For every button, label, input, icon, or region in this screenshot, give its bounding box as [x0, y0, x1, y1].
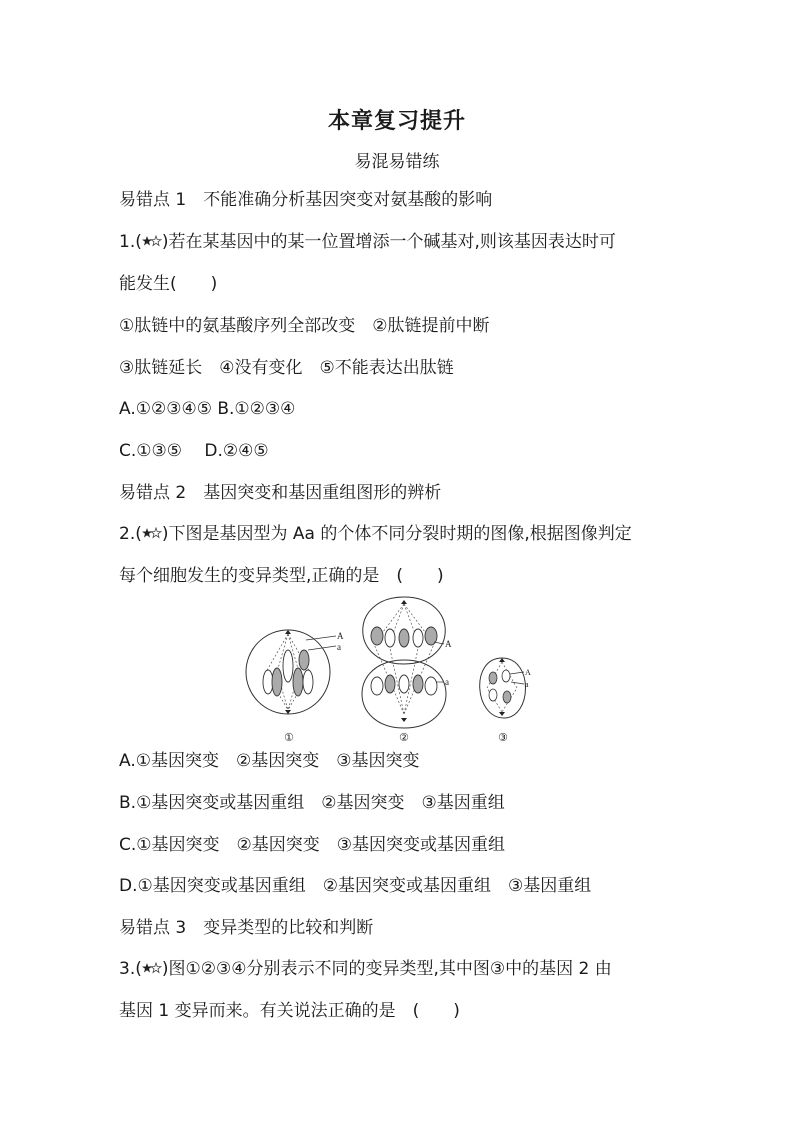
section-heading-2: 易错点 2 基因突变和基因重组图形的辨析	[119, 483, 442, 503]
question-3-text: )图①②③④分别表示不同的变异类型,其中图③中的基因 2 由	[161, 959, 612, 979]
question-2-choice-d: D.①基因突变或基因重组 ②基因突变或基因重组 ③基因重组	[119, 876, 592, 896]
question-1-text: )若在某基因中的某一位置增添一个碱基对,则该基因表达时可	[161, 232, 616, 252]
cell-3-label-A: A	[525, 668, 531, 677]
question-2-number: 2.(	[119, 524, 142, 544]
cell-3-label-a: a	[525, 680, 529, 689]
page-title: 本章复习提升	[327, 109, 466, 134]
question-3-number: 3.(	[119, 959, 142, 979]
cell-2-label-A: A	[445, 639, 452, 649]
question-2-line-1	[119, 523, 632, 545]
question-3-line-1	[119, 958, 612, 980]
difficulty-star-icon	[142, 234, 162, 248]
question-1-choices-cd: C.①③⑤ D.②④⑤	[119, 441, 269, 461]
cell-division-figure	[244, 594, 534, 746]
cell-3-number: ③	[498, 731, 508, 744]
question-1-choices-ab: A.①②③④⑤ B.①②③④	[119, 399, 296, 419]
question-2-text: )下图是基因型为 Aa 的个体不同分裂时期的图像,根据图像判定	[161, 524, 632, 544]
question-1-line-2: 能发生( )	[119, 274, 218, 294]
question-1-options-2: ③肽链延长 ④没有变化 ⑤不能表达出肽链	[119, 358, 454, 378]
section-heading-3: 易错点 3 变异类型的比较和判断	[119, 918, 374, 938]
question-1-line-1	[119, 231, 616, 253]
question-2-choice-a: A.①基因突变 ②基因突变 ③基因突变	[119, 751, 420, 771]
question-2-choice-c: C.①基因突变 ②基因突变 ③基因突变或基因重组	[119, 835, 505, 855]
cell-2-number: ②	[399, 731, 409, 744]
cell-2-label-a: a	[445, 677, 449, 687]
cell-1-label-a: a	[337, 642, 341, 652]
question-2-line-2: 每个细胞发生的变异类型,正确的是 ( )	[119, 566, 444, 586]
difficulty-star-icon	[142, 526, 162, 540]
cell-2-diagram	[362, 597, 452, 744]
question-1-number: 1.(	[119, 232, 142, 252]
question-2-choice-b: B.①基因突变或基因重组 ②基因突变 ③基因重组	[119, 793, 505, 813]
cell-1-label-A: A	[337, 631, 344, 641]
difficulty-star-icon	[142, 961, 162, 975]
cell-1-diagram	[246, 630, 344, 744]
cell-1-number: ①	[284, 731, 294, 744]
section-heading-1: 易错点 1 不能准确分析基因突变对氨基酸的影响	[119, 190, 493, 210]
question-1-options-1: ①肽链中的氨基酸序列全部改变 ②肽链提前中断	[119, 316, 490, 336]
cell-3-diagram	[480, 654, 531, 744]
question-3-line-2: 基因 1 变异而来。有关说法正确的是 ( )	[119, 1001, 460, 1021]
page-subtitle: 易混易错练	[354, 152, 440, 172]
